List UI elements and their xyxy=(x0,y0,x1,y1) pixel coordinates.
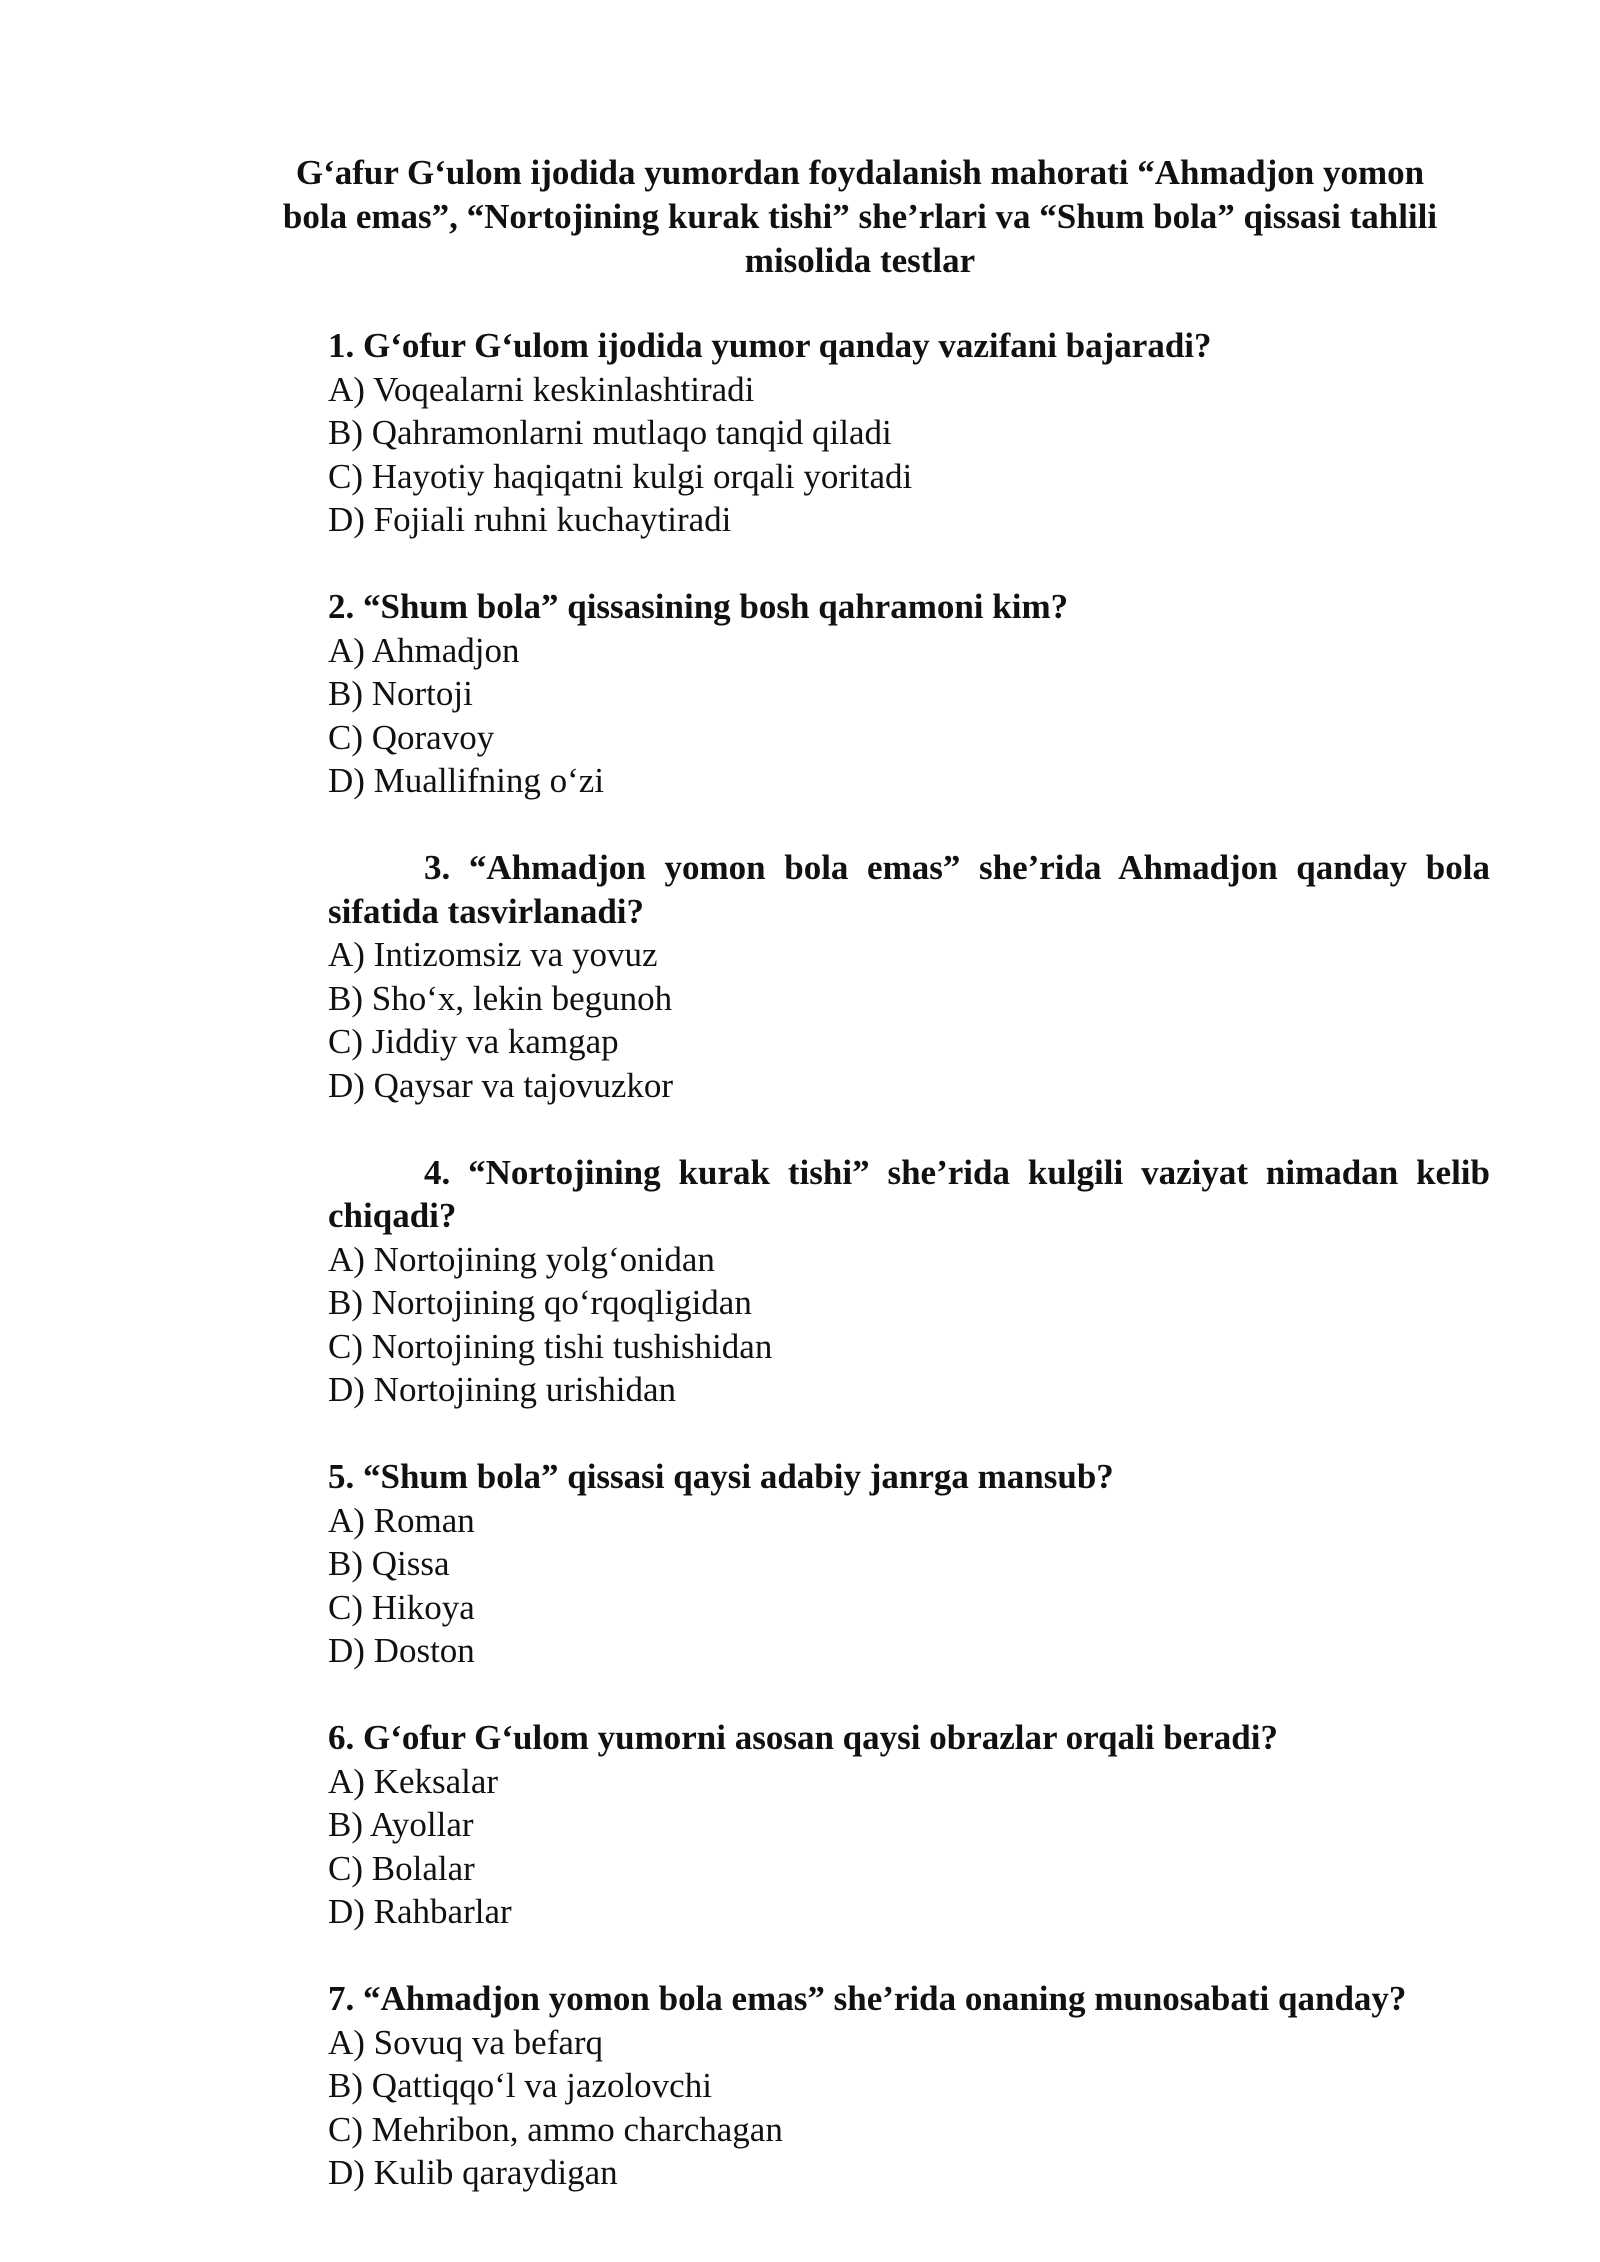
question-3 xyxy=(232,846,1490,1107)
question-text-line: 3. “Ahmadjon yomon bola emas” she’rida Ahmadjon qanday bola xyxy=(424,848,1490,887)
question-4 xyxy=(232,1151,1490,1412)
answer-option-c: C) Bolalar xyxy=(328,1848,475,1888)
answer-option-d: D) Qaysar va tajovuzkor xyxy=(328,1065,674,1105)
answer-option-c: C) Nortojining tishi tushishidan xyxy=(328,1326,773,1366)
answer-option-d: D) Doston xyxy=(328,1631,475,1670)
answer-option-b: B) Qattiqqo‘l va jazolovchi xyxy=(328,2066,712,2105)
question-text-line: 4. “Nortojining kurak tishi” she’rida kulgili vaziyat nimadan kelib xyxy=(424,1152,1490,1192)
answer-option-b: B) Sho‘x, lekin begunoh xyxy=(328,978,673,1018)
answer-option-c: C) Hikoya xyxy=(328,1587,475,1627)
answer-option-a: A) Keksalar xyxy=(328,1761,499,1801)
answer-option-a: A) Roman xyxy=(328,1500,475,1540)
question-text-line: chiqadi? xyxy=(328,1196,457,1235)
answer-option-c: C) Qoravoy xyxy=(328,717,495,757)
answer-option-b: B) Nortoji xyxy=(328,674,473,713)
answer-option-d: D) Kulib qaraydigan xyxy=(328,2153,618,2192)
answer-option-b: B) Nortojining qo‘rqoqligidan xyxy=(328,1283,752,1322)
question-7 xyxy=(232,1977,1490,2195)
answer-option-a: A) Voqealarni keskinlashtiradi xyxy=(328,369,755,409)
question-text-line: sifatida tasvirlanadi? xyxy=(328,891,645,931)
question-text xyxy=(232,846,1490,933)
answer-option-c: C) Mehribon, ammo charchagan xyxy=(328,2109,783,2149)
answer-option-a: A) Intizomsiz va yovuz xyxy=(328,935,658,974)
question-2 xyxy=(232,585,1490,803)
answer-option-a: A) Sovuq va befarq xyxy=(328,2022,604,2062)
answer-option-d: D) Muallifning o‘zi xyxy=(328,761,605,800)
questions-list xyxy=(232,324,1490,2238)
question-text: 1. G‘ofur G‘ulom ijodida yumor qanday vazifani bajaradi? xyxy=(328,326,1212,365)
question-text: 5. “Shum bola” qissasi qaysi adabiy janrga mansub? xyxy=(328,1457,1114,1496)
question-text: 2. “Shum bola” qissasining bosh qahramoni kim? xyxy=(328,587,1069,626)
question-5 xyxy=(232,1455,1490,1673)
answer-option-b: B) Ayollar xyxy=(328,1805,474,1844)
answer-option-c: C) Hayotiy haqiqatni kulgi orqali yoritadi xyxy=(328,456,913,496)
title-line: G‘afur G‘ulom ijodida yumordan foydalanish mahorati “Ahmadjon yomon xyxy=(295,153,1425,192)
document-title xyxy=(230,151,1490,283)
question-text: 7. “Ahmadjon yomon bola emas” she’rida onaning munosabati qanday? xyxy=(328,1979,1407,2018)
question-text xyxy=(232,1151,1490,1238)
title-line: bola emas”, “Nortojining kurak tishi” she’rlari va “Shum bola” qissasi tahlili xyxy=(282,197,1438,236)
question-6 xyxy=(232,1716,1490,1934)
answer-option-b: B) Qahramonlarni mutlaqo tanqid qiladi xyxy=(328,413,892,452)
answer-option-d: D) Fojiali ruhni kuchaytiradi xyxy=(328,500,732,539)
answer-option-a: A) Nortojining yolg‘onidan xyxy=(328,1239,715,1279)
answer-option-d: D) Rahbarlar xyxy=(328,1892,512,1931)
answer-option-c: C) Jiddiy va kamgap xyxy=(328,1022,619,1061)
answer-option-d: D) Nortojining urishidan xyxy=(328,1370,677,1409)
answer-option-b: B) Qissa xyxy=(328,1544,450,1583)
answer-option-a: A) Ahmadjon xyxy=(328,630,520,670)
question-text: 6. G‘ofur G‘ulom yumorni asosan qaysi obrazlar orqali beradi? xyxy=(328,1718,1278,1757)
question-1 xyxy=(232,324,1490,542)
title-line: misolida testlar xyxy=(744,241,976,280)
